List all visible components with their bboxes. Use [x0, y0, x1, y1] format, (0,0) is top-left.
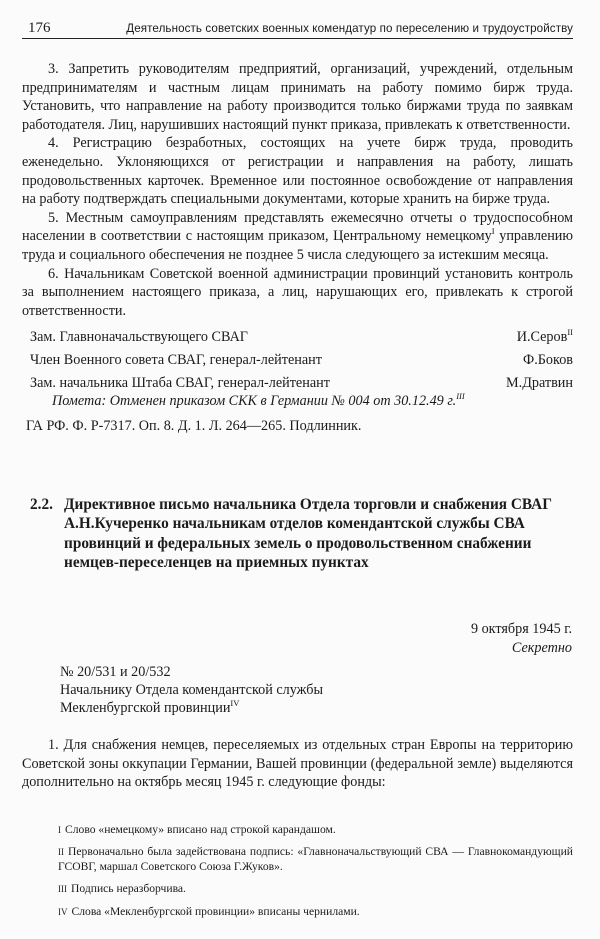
footnote-mark: I — [58, 825, 61, 835]
page-number: 176 — [28, 20, 51, 36]
footnote-mark: IV — [58, 906, 68, 917]
letter-paragraph-1: 1. Для снабжения немцев, переселяемых из отдельных стран Европы на территорию Советской зоны оккупации Германии, Вашей провинции (федеральной земле) выделяются дополнительно на октябрь месяц 1945 г. следующие фонды: — [22, 737, 573, 791]
section-heading — [30, 495, 570, 572]
footnote-ref-3: III — [456, 391, 465, 402]
footnote-text: Подпись неразборчива. — [71, 882, 186, 896]
footnote — [22, 882, 573, 896]
footnote-mark: II — [58, 847, 64, 858]
footnote-mark: III — [58, 884, 67, 895]
footnote-ref-4: IV — [230, 698, 240, 708]
letter-text — [22, 736, 573, 792]
footnotes — [22, 823, 573, 927]
reference-number: № 20/531 и 20/532 — [60, 664, 171, 680]
signature-row — [22, 328, 573, 347]
order-paragraph-4: 4. Регистрацию безработных, состоящих на учете бирж труда, проводить еженедельно. Уклоняющихся от регистрации и направления на работу, лишать продовольственных карточек. Временное или постоянное освобождение от направления на работу подтверждать специальными документами, которые хранить на бирже труда. — [22, 135, 573, 208]
date-block — [471, 620, 572, 658]
signatory-name-text: И.Серов — [516, 329, 568, 346]
paragraph-5-text-end: управлению труда и социального обеспечения не позднее 5 числа следующего за истекшим месяца. — [22, 228, 573, 263]
footnote — [22, 905, 573, 919]
addressee-line: Начальнику Отдела комендантской службы — [60, 682, 323, 698]
classification-label: Секретно — [511, 640, 572, 656]
signature-row — [22, 351, 573, 370]
signatory-position: Зам. начальника Штаба СВАГ, генерал-лейтенант — [30, 374, 330, 391]
footnote-ref-2: II — [567, 327, 573, 338]
footnote-text: Слова «Мекленбургской провинции» вписаны чернилами. — [71, 904, 360, 918]
footnote — [22, 845, 573, 874]
annotation-note — [22, 392, 573, 411]
footnote — [22, 823, 573, 837]
section-title: Директивное письмо начальника Отдела торговли и снабжения СВАГ А.Н.Кучеренко начальникам отделов комендантской службы СВА провинций и федеральных земель о продовольственном снабжении немцев-переселенцев на приемных пунктах — [64, 496, 552, 571]
signatory-position: Зам. Главноначальствующего СВАГ — [30, 329, 249, 346]
footnote-text: Первоначально была задействована подпись: «Главноначальствующий СВА — Главнокомандующий ГСОВГ, маршал Советского Союза Г.Жуков». — [58, 845, 573, 873]
order-paragraph-5 — [22, 209, 573, 265]
annotation-note-text: Помета: Отменен приказом СКК в Германии № 004 от 30.12.49 г. — [52, 393, 457, 410]
signatory-name: М.Дратвин — [506, 374, 573, 391]
order-paragraph-3: 3. Запретить руководителям предприятий, организаций, учреждений, отдельным предпринимателям и частным лицам принимать на работу помимо бирж труда. Установить, что направление на работу производится только биржами труда по заявкам работодателя. Лиц, нарушивших настоящий пункт приказа, привлекать к ответственности. — [22, 61, 573, 133]
signatory-position: Член Военного совета СВАГ, генерал-лейтенант — [30, 351, 322, 368]
section-number: 2.2. — [30, 496, 53, 513]
page-header — [22, 20, 573, 39]
running-title: Деятельность советских военных комендатур по переселению и трудоустройству — [126, 22, 573, 35]
signatory-name: Ф.Боков — [523, 351, 573, 368]
order-text — [22, 60, 573, 435]
addressee-block — [60, 663, 323, 717]
footnote-ref-1: I — [491, 226, 495, 237]
order-paragraph-6: 6. Начальникам Советской военной администрации провинций установить контроль за выполнением настоящего приказа, а лиц, нарушающих его, привлекать к строгой ответственности. — [22, 265, 573, 319]
letter-date: 9 октября 1945 г. — [470, 621, 572, 637]
footnote-text: Слово «немецкому» вписано над строкой карандашом. — [65, 823, 336, 836]
signature-block — [22, 328, 573, 392]
signatory-name — [517, 328, 573, 347]
addressee-line-text: Мекленбургской провинции — [60, 700, 231, 716]
signature-row — [22, 374, 573, 393]
addressee-line — [60, 699, 323, 717]
paragraph-5-text: 5. Местным самоуправлениям представлять ежемесячно отчеты о трудоспособном населении в соответствии с настоящим приказом, Центральному немецкому — [22, 209, 573, 245]
archive-reference: ГА РФ. Ф. Р-7317. Оп. 8. Д. 1. Л. 264—265. Подлинник. — [26, 417, 362, 434]
